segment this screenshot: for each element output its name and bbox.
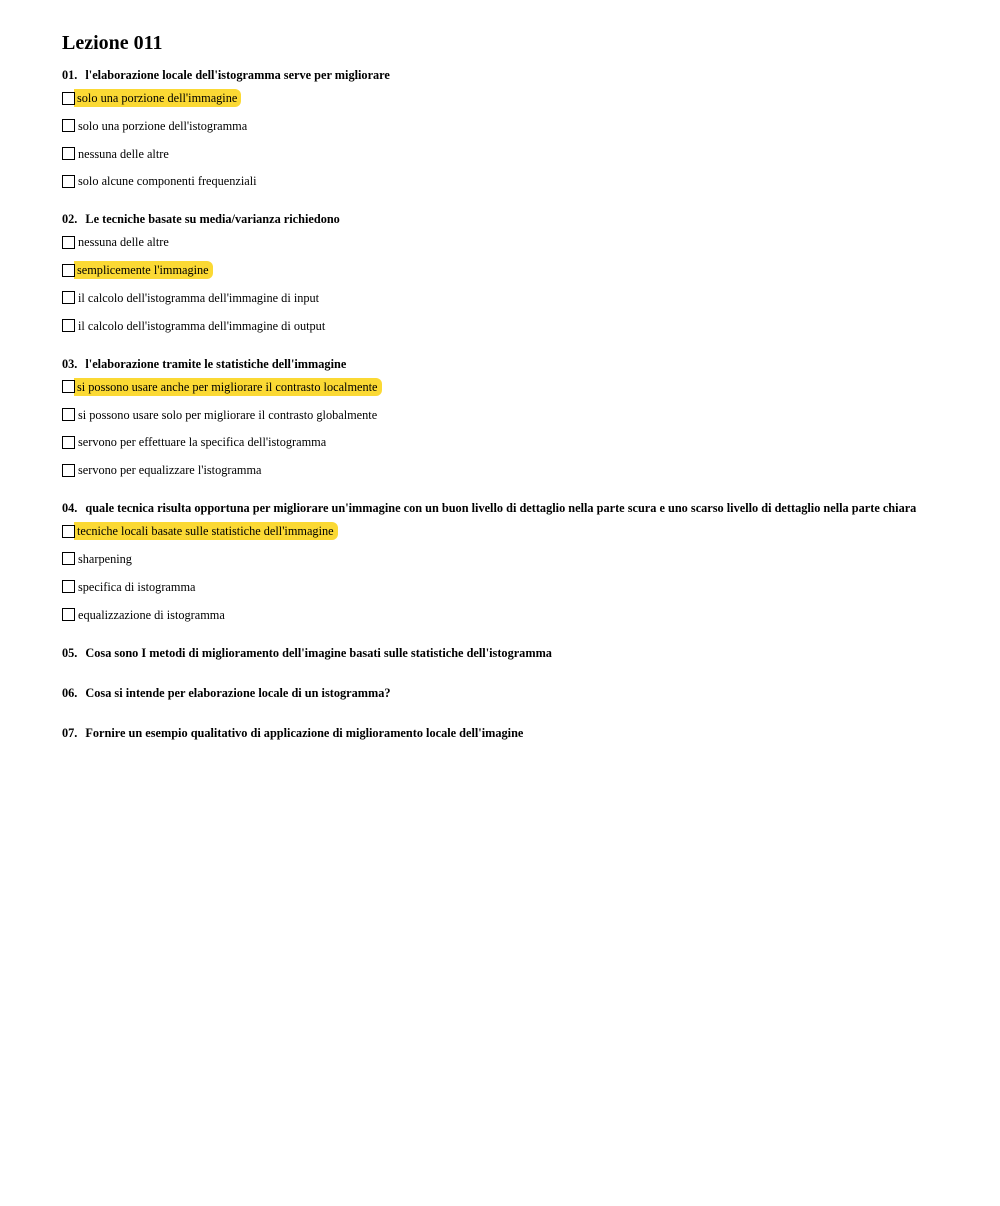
answer-checkbox[interactable] bbox=[62, 580, 75, 593]
answer-label: equalizzazione di istogramma bbox=[78, 607, 225, 622]
question-1 bbox=[62, 68, 922, 191]
answer-label: solo una porzione dell'istogramma bbox=[78, 118, 248, 133]
answer-checkbox[interactable] bbox=[62, 408, 75, 421]
question-label: Cosa si intende per elaborazione locale di un istogramma? bbox=[85, 685, 391, 700]
answer-label: il calcolo dell'istogramma dell'immagine di output bbox=[78, 318, 326, 333]
answer-checkbox[interactable] bbox=[62, 264, 75, 277]
question-text bbox=[62, 646, 922, 660]
correct-answer-label: si possono usare anche per migliorare il contrasto localmente bbox=[74, 378, 382, 396]
answer-checkbox[interactable] bbox=[62, 464, 75, 477]
answer-label: solo alcune componenti frequenziali bbox=[78, 174, 257, 189]
answer-option[interactable] bbox=[62, 577, 922, 597]
answer-option[interactable] bbox=[62, 171, 922, 191]
answer-option[interactable] bbox=[62, 232, 922, 252]
answer-checkbox[interactable] bbox=[62, 119, 75, 132]
answer-label: sharpening bbox=[78, 551, 132, 566]
answer-option[interactable] bbox=[62, 116, 922, 136]
question-number: 03. bbox=[62, 356, 78, 371]
answer-label: nessuna delle altre bbox=[78, 146, 169, 161]
answer-option[interactable] bbox=[62, 460, 922, 480]
answer-options bbox=[62, 377, 922, 480]
quiz-page bbox=[62, 30, 922, 740]
question-label: Cosa sono I metodi di miglioramento dell'imagine basati sulle statistiche dell'istogramma bbox=[85, 645, 552, 660]
answer-label: nessuna delle altre bbox=[78, 235, 169, 250]
question-label: Le tecniche basate su media/varianza richiedono bbox=[85, 212, 340, 227]
question-4 bbox=[62, 501, 922, 624]
correct-answer-label: semplicemente l'immagine bbox=[74, 261, 213, 279]
question-text bbox=[62, 212, 922, 226]
answer-label: servono per effettuare la specifica dell'istogramma bbox=[78, 435, 327, 450]
lesson-title: Lezione 011 bbox=[62, 32, 163, 54]
question-number: 07. bbox=[62, 725, 78, 740]
answer-option[interactable] bbox=[62, 549, 922, 569]
answer-options bbox=[62, 521, 922, 624]
answer-option[interactable] bbox=[62, 405, 922, 425]
question-5 bbox=[62, 646, 922, 660]
answer-checkbox[interactable] bbox=[62, 147, 75, 160]
question-number: 05. bbox=[62, 645, 78, 660]
question-text bbox=[62, 357, 922, 371]
answer-option[interactable] bbox=[62, 521, 922, 541]
question-number: 04. bbox=[62, 501, 78, 516]
answer-checkbox[interactable] bbox=[62, 236, 75, 249]
question-7 bbox=[62, 726, 922, 740]
question-text bbox=[62, 501, 922, 515]
answer-label: il calcolo dell'istogramma dell'immagine di input bbox=[78, 290, 320, 305]
answer-option[interactable] bbox=[62, 144, 922, 164]
answer-option[interactable] bbox=[62, 432, 922, 452]
question-text bbox=[62, 726, 922, 740]
question-2 bbox=[62, 212, 922, 335]
answer-checkbox[interactable] bbox=[62, 436, 75, 449]
answer-label: servono per equalizzare l'istogramma bbox=[78, 463, 262, 478]
answer-checkbox[interactable] bbox=[62, 319, 75, 332]
answer-option[interactable] bbox=[62, 316, 922, 336]
answer-label: si possono usare solo per migliorare il contrasto globalmente bbox=[78, 407, 378, 422]
answer-checkbox[interactable] bbox=[62, 525, 75, 538]
answer-options bbox=[62, 88, 922, 191]
answer-option[interactable] bbox=[62, 377, 922, 397]
correct-answer-label: solo una porzione dell'immagine bbox=[74, 89, 241, 107]
answer-option[interactable] bbox=[62, 260, 922, 280]
answer-option[interactable] bbox=[62, 88, 922, 108]
question-label: Fornire un esempio qualitativo di applicazione di miglioramento locale dell'imagine bbox=[85, 725, 524, 740]
answer-options bbox=[62, 232, 922, 335]
question-number: 06. bbox=[62, 685, 78, 700]
question-list bbox=[62, 68, 922, 740]
question-3 bbox=[62, 357, 922, 480]
answer-checkbox[interactable] bbox=[62, 608, 75, 621]
question-text bbox=[62, 68, 922, 82]
question-6 bbox=[62, 686, 922, 700]
question-text bbox=[62, 686, 922, 700]
question-number: 01. bbox=[62, 68, 78, 82]
question-label: l'elaborazione locale dell'istogramma serve per migliorare bbox=[85, 68, 390, 82]
answer-option[interactable] bbox=[62, 605, 922, 625]
answer-label: specifica di istogramma bbox=[78, 579, 196, 594]
answer-checkbox[interactable] bbox=[62, 380, 75, 393]
answer-checkbox[interactable] bbox=[62, 552, 75, 565]
answer-checkbox[interactable] bbox=[62, 291, 75, 304]
answer-checkbox[interactable] bbox=[62, 92, 75, 105]
question-number: 02. bbox=[62, 212, 78, 227]
answer-option[interactable] bbox=[62, 288, 922, 308]
correct-answer-label: tecniche locali basate sulle statistiche dell'immagine bbox=[74, 522, 338, 540]
answer-checkbox[interactable] bbox=[62, 175, 75, 188]
question-label: quale tecnica risulta opportuna per migliorare un'immagine con un buon livello di dettaglio nella parte scura e uno scarso livello di dettaglio nella parte chiara bbox=[85, 501, 917, 516]
question-label: l'elaborazione tramite le statistiche dell'immagine bbox=[85, 356, 347, 371]
